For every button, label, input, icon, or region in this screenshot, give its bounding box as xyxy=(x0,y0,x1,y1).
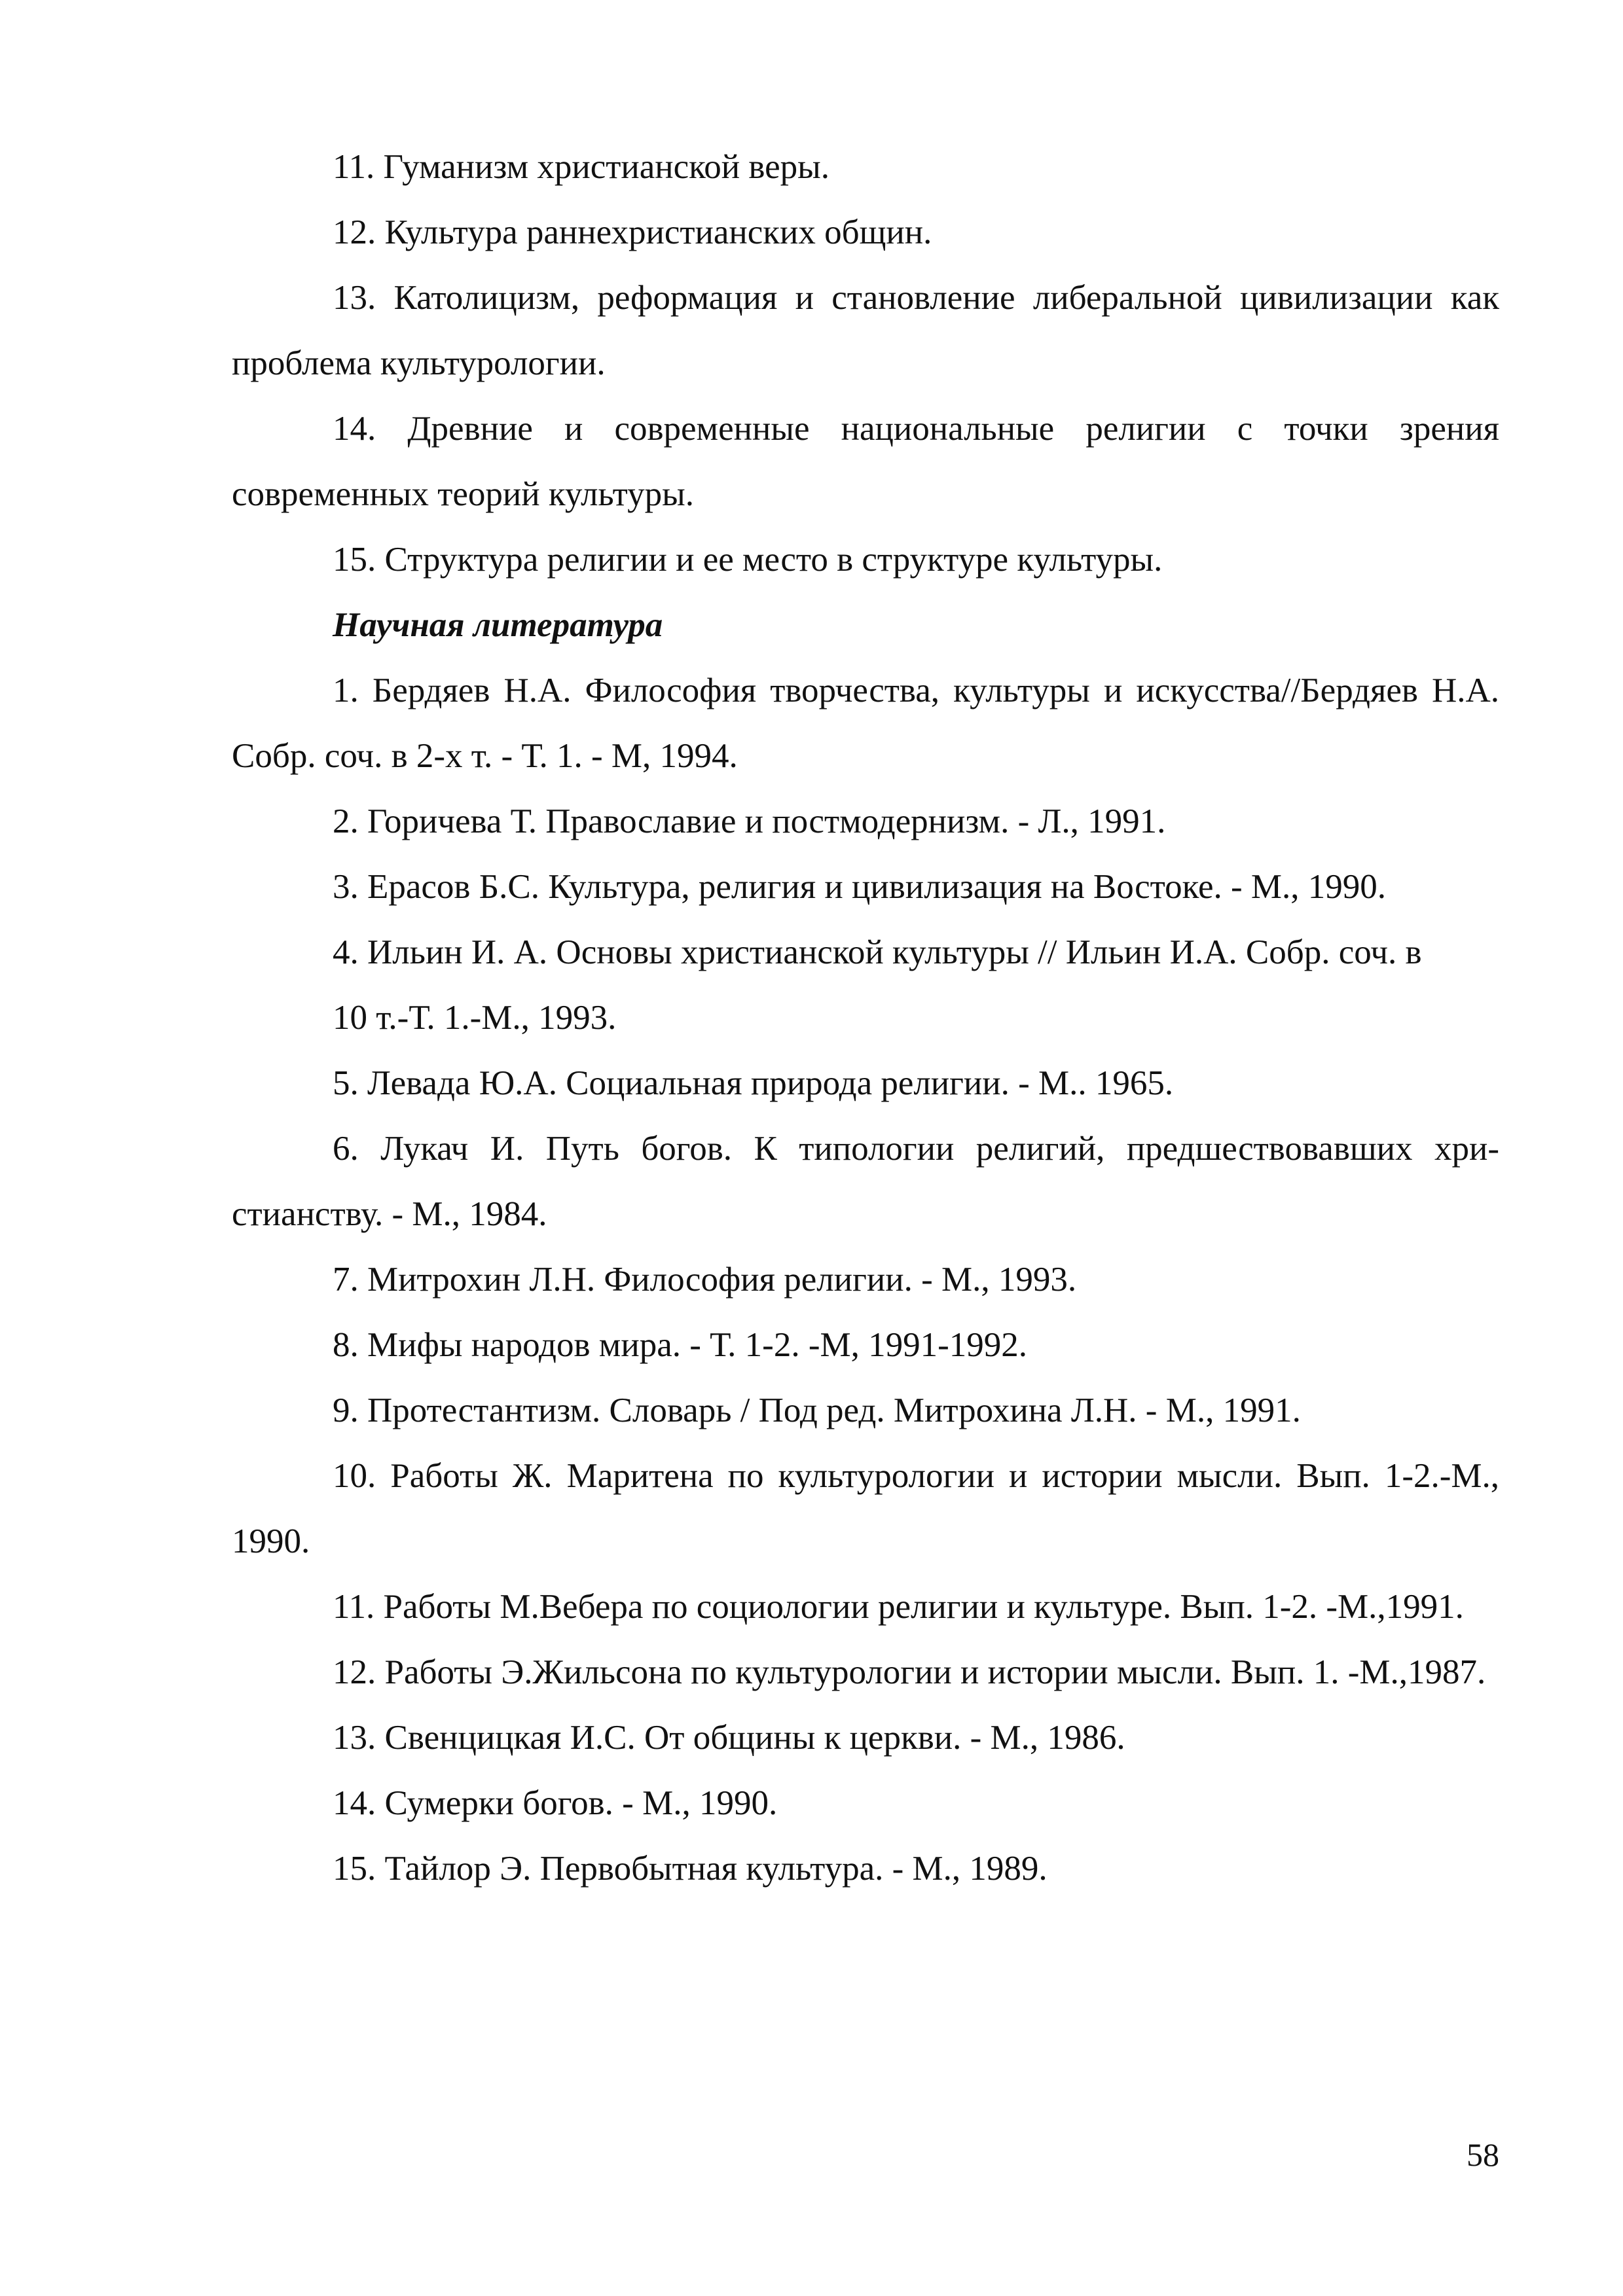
literature-item: 6. Лукач И. Путь богов. К типологии религий, предшествовавших христианству. - М., 1984. xyxy=(232,1130,1499,1233)
topic-item: 12. Культура раннехристианских общин. xyxy=(333,213,932,251)
literature-item: 13. Свенцицкая И.С. От общины к церкви. - М., 1986. xyxy=(333,1719,1125,1757)
page-body xyxy=(232,134,1499,1901)
literature-item: 11. Работы М.Вебера по социологии религии и культуре. Вып. 1-2. -М.,1991. xyxy=(333,1588,1464,1626)
page-number: 58 xyxy=(1467,2136,1499,2173)
literature-item: 5. Левада Ю.А. Социальная природа религии. - М.. 1965. xyxy=(333,1064,1174,1102)
literature-item: 8. Мифы народов мира. - Т. 1-2. -М, 1991-1992. xyxy=(333,1326,1028,1364)
literature-item: 15. Тайлор Э. Первобытная культура. - М., 1989. xyxy=(333,1850,1048,1888)
literature-item: 2. Горичева Т. Православие и постмодернизм. - Л., 1991. xyxy=(333,802,1166,840)
topic-item: 13. Католицизм, реформация и становление либеральной цивилизации как проблема культурологии. xyxy=(232,279,1499,382)
literature-heading: Научная литература xyxy=(333,606,663,644)
topic-item: 11. Гуманизм христианской веры. xyxy=(333,148,830,186)
literature-item: 3. Ерасов Б.С. Культура, религия и цивилизация на Востоке. - М., 1990. xyxy=(333,868,1387,906)
literature-item: 4. Ильин И. А. Основы христианской культуры // Ильин И.А. Собр. соч. в xyxy=(333,933,1422,971)
literature-item: 14. Сумерки богов. - М., 1990. xyxy=(333,1784,778,1822)
literature-item: 7. Митрохин Л.Н. Философия религии. - М., 1993. xyxy=(333,1261,1077,1299)
topic-item: 14. Древние и современные национальные религии с точки зрения современных теорий культуры. xyxy=(232,410,1499,513)
literature-item-continuation: 10 т.-Т. 1.-М., 1993. xyxy=(333,999,617,1037)
literature-item: 12. Работы Э.Жильсона по культурологии и истории мысли. Вып. 1. -М.,1987. xyxy=(333,1653,1486,1691)
topic-item: 15. Структура религии и ее место в структуре культуры. xyxy=(333,541,1163,579)
literature-item: 9. Протестантизм. Словарь / Под ред. Митрохина Л.Н. - М., 1991. xyxy=(333,1391,1301,1429)
literature-item: 10. Работы Ж. Маритена по культурологии и истории мысли. Вып. 1-2.-М., 1990. xyxy=(232,1457,1499,1560)
literature-item: 1. Бердяев Н.А. Философия творчества, культуры и искусства//Бердяев Н.А. Собр. соч. в 2-х т. - Т. 1. - М, 1994. xyxy=(232,672,1499,775)
